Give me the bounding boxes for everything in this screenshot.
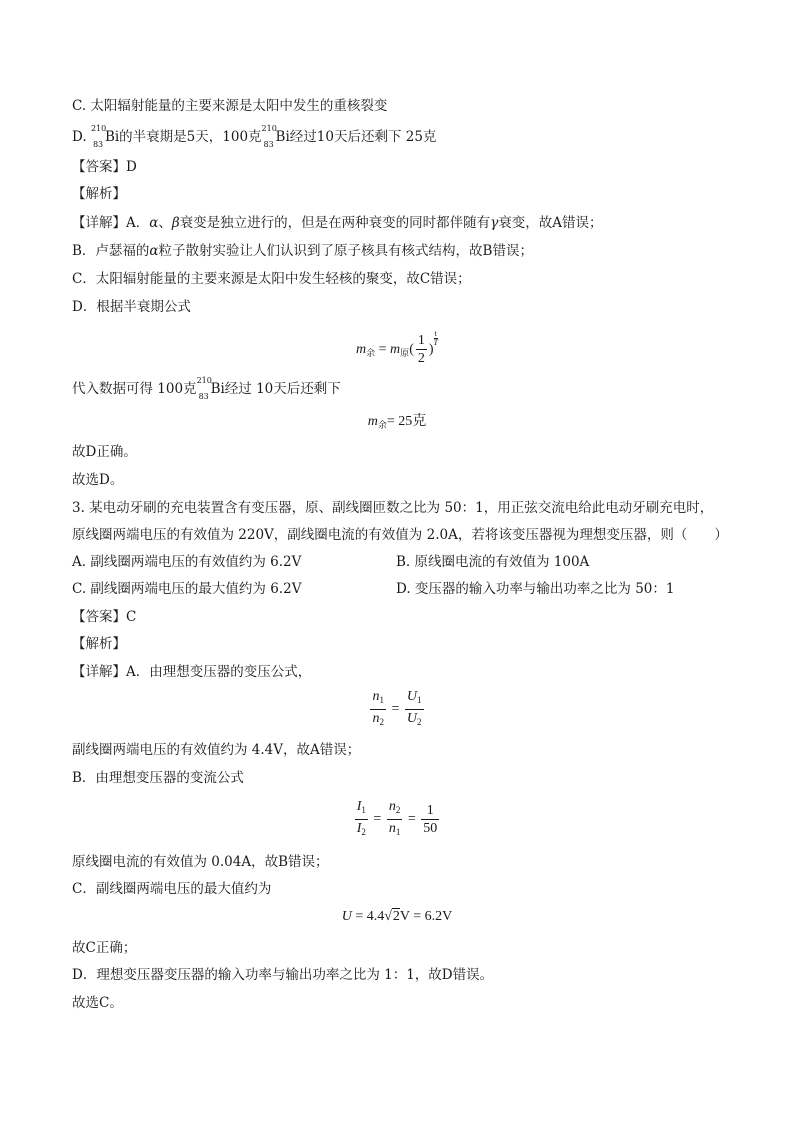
- q3-detail-a: 【详解】A．由理想变压器的变压公式，: [72, 664, 312, 680]
- q2-answer: 【答案】D: [72, 159, 137, 175]
- mass-remain-subscript: 余: [366, 348, 376, 358]
- q3-stem-line1: 3. 某电动牙刷的充电装置含有变压器，原、副线圈匝数之比为 50：1，用正弦交流电给此电动牙刷充电时，: [72, 500, 714, 516]
- peak-voltage-result: V = 6.2V: [399, 909, 453, 924]
- beta-symbol: β: [171, 215, 180, 231]
- q3-analysis: 【解析】: [72, 636, 126, 652]
- q2-option-d-suffix: Bi经过10天后还剩下 25克: [275, 129, 437, 145]
- alpha-symbol: α: [149, 243, 159, 259]
- q2-option-c: C. 太阳辐射能量的主要来源是太阳中发生的重核裂变: [72, 98, 388, 114]
- q2-detail-a: [72, 214, 603, 232]
- separator: 、: [158, 215, 172, 231]
- q3-choose: 故选C。: [72, 995, 123, 1011]
- mass-remain-subscript: 余: [377, 420, 387, 430]
- nuclide-bi: [90, 123, 107, 149]
- q2-option-d-text: Bi的半衰期是5天，100克: [104, 129, 262, 145]
- q3-answer: 【答案】C: [72, 609, 137, 625]
- mass-original-subscript: 原: [400, 348, 410, 358]
- voltage-symbol: U: [341, 909, 352, 924]
- current-ratio-equation: $\frac{I_1}{I_2}$ = $\frac{n_2}{n_1}$ = $\frac{1}{50}$: [0, 798, 794, 841]
- q2-detail-a-label: 【详解】A．: [72, 215, 150, 231]
- q3-options-row1: [72, 553, 301, 571]
- voltage-fraction: $\frac{U_1}{U_2}$: [406, 689, 422, 727]
- nuclide-mass: 210: [196, 375, 212, 385]
- current-fraction: $\frac{I_1}{I_2}$: [356, 799, 366, 837]
- mass-symbol: m: [367, 414, 378, 429]
- nuclide-charge: 83: [92, 139, 104, 149]
- q3-detail-d: D．理想变压器变压器的输入功率与输出功率之比为 1：1，故D错误。: [72, 967, 494, 983]
- half-fraction: $\frac{1}{2}$: [417, 333, 425, 367]
- remaining-mass-equation: [0, 410, 794, 431]
- mass-symbol: m: [356, 342, 367, 357]
- mass-symbol: m: [390, 342, 401, 357]
- q3-c-correct: 故C正确；: [72, 940, 137, 956]
- nuclide-bi: [196, 375, 212, 401]
- q3-option-d: D. 变压器的输入功率与输出功率之比为 50：1: [396, 581, 675, 597]
- q2-choose: 故选D。: [72, 472, 124, 488]
- q2-conclusion: 故D正确。: [72, 444, 137, 460]
- alpha-symbol: α: [149, 215, 159, 231]
- nuclide-mass: 210: [261, 123, 277, 133]
- q3-option-a: A. 副线圈两端电压的有效值约为 6.2V: [72, 554, 302, 570]
- q3-options-row2: [72, 580, 301, 598]
- q3-option-b: B. 原线圈电流的有效值为 100A: [396, 554, 590, 570]
- nuclide-charge: 83: [198, 391, 209, 401]
- turns-fraction: $\frac{n_1}{n_2}$: [372, 689, 384, 727]
- q3-result-b: 原线圈电流的有效值为 0.04A，故B错误；: [72, 854, 329, 870]
- q2-analysis: 【解析】: [72, 186, 126, 202]
- q2-detail-b-text: 粒子散射实验让人们认识到了原子核具有核式结构，故B错误；: [158, 243, 533, 259]
- q2-detail-b: [72, 242, 533, 260]
- peak-voltage-coefficient: = 4.4: [351, 909, 385, 924]
- q2-detail-d: D．根据半衰期公式: [72, 299, 191, 315]
- turns-inverse-fraction: $\frac{n_2}{n_1}$: [388, 799, 401, 837]
- peak-voltage-equation: [0, 909, 794, 925]
- q3-stem-line2: 原线圈两端电压的有效值为 220V，副线圈电流的有效值为 2.0A，若将该变压器视为理想变压器，则（ ）: [72, 527, 728, 543]
- q3-option-c: C. 副线圈两端电压的最大值约为 6.2V: [72, 581, 302, 597]
- voltage-ratio-equation: $\frac{n_1}{n_2}$ = $\frac{U_1}{U_2}$: [0, 688, 794, 731]
- nuclide-mass: 210: [90, 123, 107, 133]
- q3-detail-c: C．副线圈两端电压的最大值约为: [72, 881, 272, 897]
- nuclide-charge: 83: [263, 139, 274, 149]
- remaining-mass-value: = 25克: [386, 414, 427, 429]
- q2-option-d-prefix: D.: [72, 129, 91, 145]
- q3-result-a: 副线圈两端电压的有效值约为 4.4V，故A错误；: [72, 742, 361, 758]
- q2-substitute: [72, 375, 341, 401]
- exponent-fraction: $\frac{t}{T}$: [433, 329, 438, 347]
- nuclide-bi: [261, 123, 277, 149]
- sqrt-radicand: 2: [392, 909, 400, 924]
- q2-detail-a-text: 衰变是独立进行的，但是在两种衰变的同时都伴随有: [179, 215, 491, 231]
- ratio-value-fraction: $\frac{1}{50}$: [423, 803, 438, 836]
- sqrt-icon: √: [384, 909, 392, 924]
- q2-detail-a-end: 衰变，故A错误；: [498, 215, 603, 231]
- q2-substitute-prefix: 代入数据可得 100克: [72, 381, 197, 397]
- q3-detail-b: B．由理想变压器的变流公式: [72, 770, 244, 786]
- q2-option-d: [72, 123, 437, 149]
- q2-detail-c: C．太阳辐射能量的主要来源是太阳中发生轻核的聚变，故C错误；: [72, 271, 471, 287]
- half-life-equation: $m_余 = m_原$( $\frac{1}{2}$ ) $\frac{t}{T}$: [356, 329, 438, 367]
- gamma-symbol: γ: [490, 215, 499, 231]
- q2-detail-b-label: B．卢瑟福的: [72, 243, 150, 259]
- q2-substitute-suffix: Bi经过 10天后还剩下: [210, 381, 341, 397]
